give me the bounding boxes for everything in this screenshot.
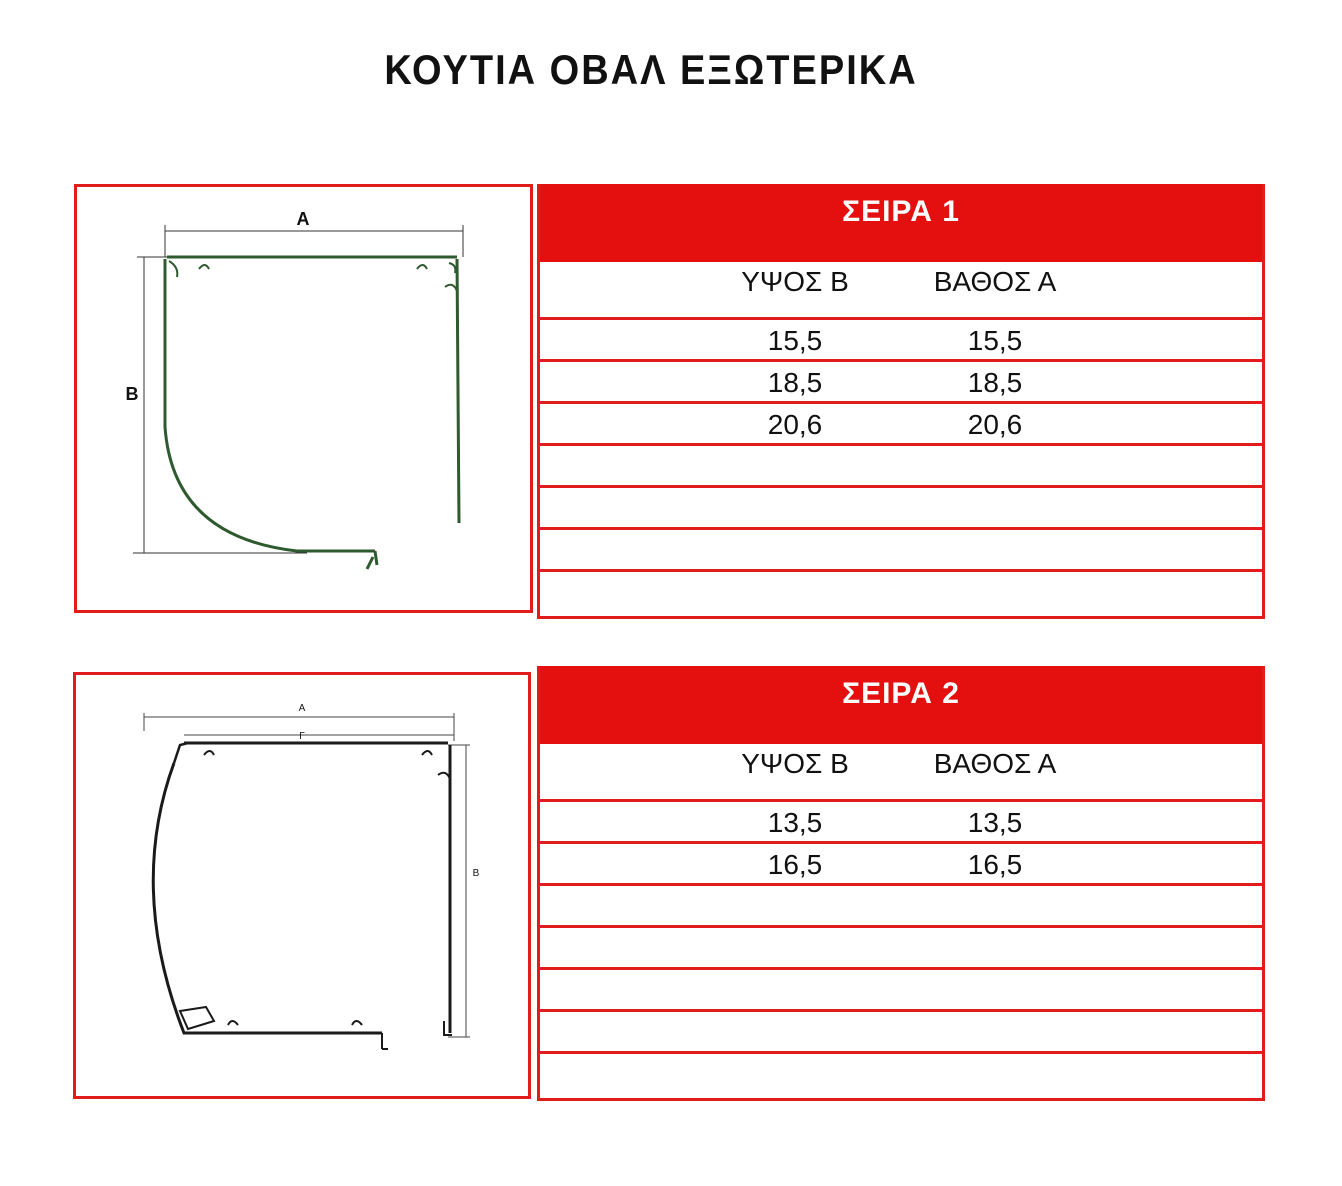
- table-row: [540, 970, 1262, 1012]
- table-row: [540, 446, 1262, 488]
- box-profile: [165, 257, 459, 569]
- dimension-a: [165, 225, 463, 257]
- column-depth-a: ΒΑΘΟΣ Α: [933, 748, 1057, 779]
- table-row: [540, 530, 1262, 572]
- table-row: [540, 320, 1262, 362]
- table-row: [540, 886, 1262, 928]
- column-height-b: ΥΨΟΣ Β: [741, 748, 849, 779]
- cell-height: 16,5: [767, 849, 823, 880]
- cell-height: 13,5: [767, 807, 823, 838]
- profile-drawing-svg: [77, 187, 536, 616]
- dimension-b-label: B: [472, 868, 480, 879]
- cell-depth: 15,5: [967, 325, 1023, 356]
- dimension-a-label: A: [298, 703, 306, 714]
- table-row: [540, 844, 1262, 886]
- series-1-header: ΣΕΙΡΑ 1: [540, 184, 1262, 262]
- table-row: [540, 488, 1262, 530]
- cell-height: 18,5: [767, 367, 823, 398]
- cell-height: 15,5: [767, 325, 823, 356]
- cell-depth: 16,5: [967, 849, 1023, 880]
- box-profile: [153, 743, 452, 1049]
- table-row: [540, 404, 1262, 446]
- table-row: [540, 928, 1262, 970]
- profile-drawing-series-2: [73, 672, 531, 1099]
- series-2-table: [537, 666, 1265, 1101]
- page-title: ΚΟΥΤΙΑ ΟΒΑΛ ΕΞΩΤΕΡΙΚΑ: [384, 47, 918, 95]
- dimension-b-label: B: [125, 384, 139, 404]
- profile-drawing-series-1: [74, 184, 533, 613]
- series-1-table: [537, 184, 1265, 619]
- table-row: [540, 1012, 1262, 1054]
- series-1-column-headers: [540, 262, 1262, 320]
- column-height-b: ΥΨΟΣ Β: [741, 266, 849, 297]
- cell-height: 20,6: [767, 409, 823, 440]
- series-2-column-headers: [540, 744, 1262, 802]
- table-row: [540, 572, 1262, 614]
- profile-drawing-svg: [76, 675, 534, 1102]
- cell-depth: 18,5: [967, 367, 1023, 398]
- dimension-b: [133, 257, 307, 553]
- dimension-a-label: A: [296, 209, 310, 229]
- table-row: [540, 1054, 1262, 1096]
- cell-depth: 13,5: [967, 807, 1023, 838]
- table-row: [540, 362, 1262, 404]
- cell-depth: 20,6: [967, 409, 1023, 440]
- column-depth-a: ΒΑΘΟΣ Α: [933, 266, 1057, 297]
- dimension-g-label: Γ: [299, 731, 305, 742]
- series-2-header: ΣΕΙΡΑ 2: [540, 666, 1262, 744]
- table-row: [540, 802, 1262, 844]
